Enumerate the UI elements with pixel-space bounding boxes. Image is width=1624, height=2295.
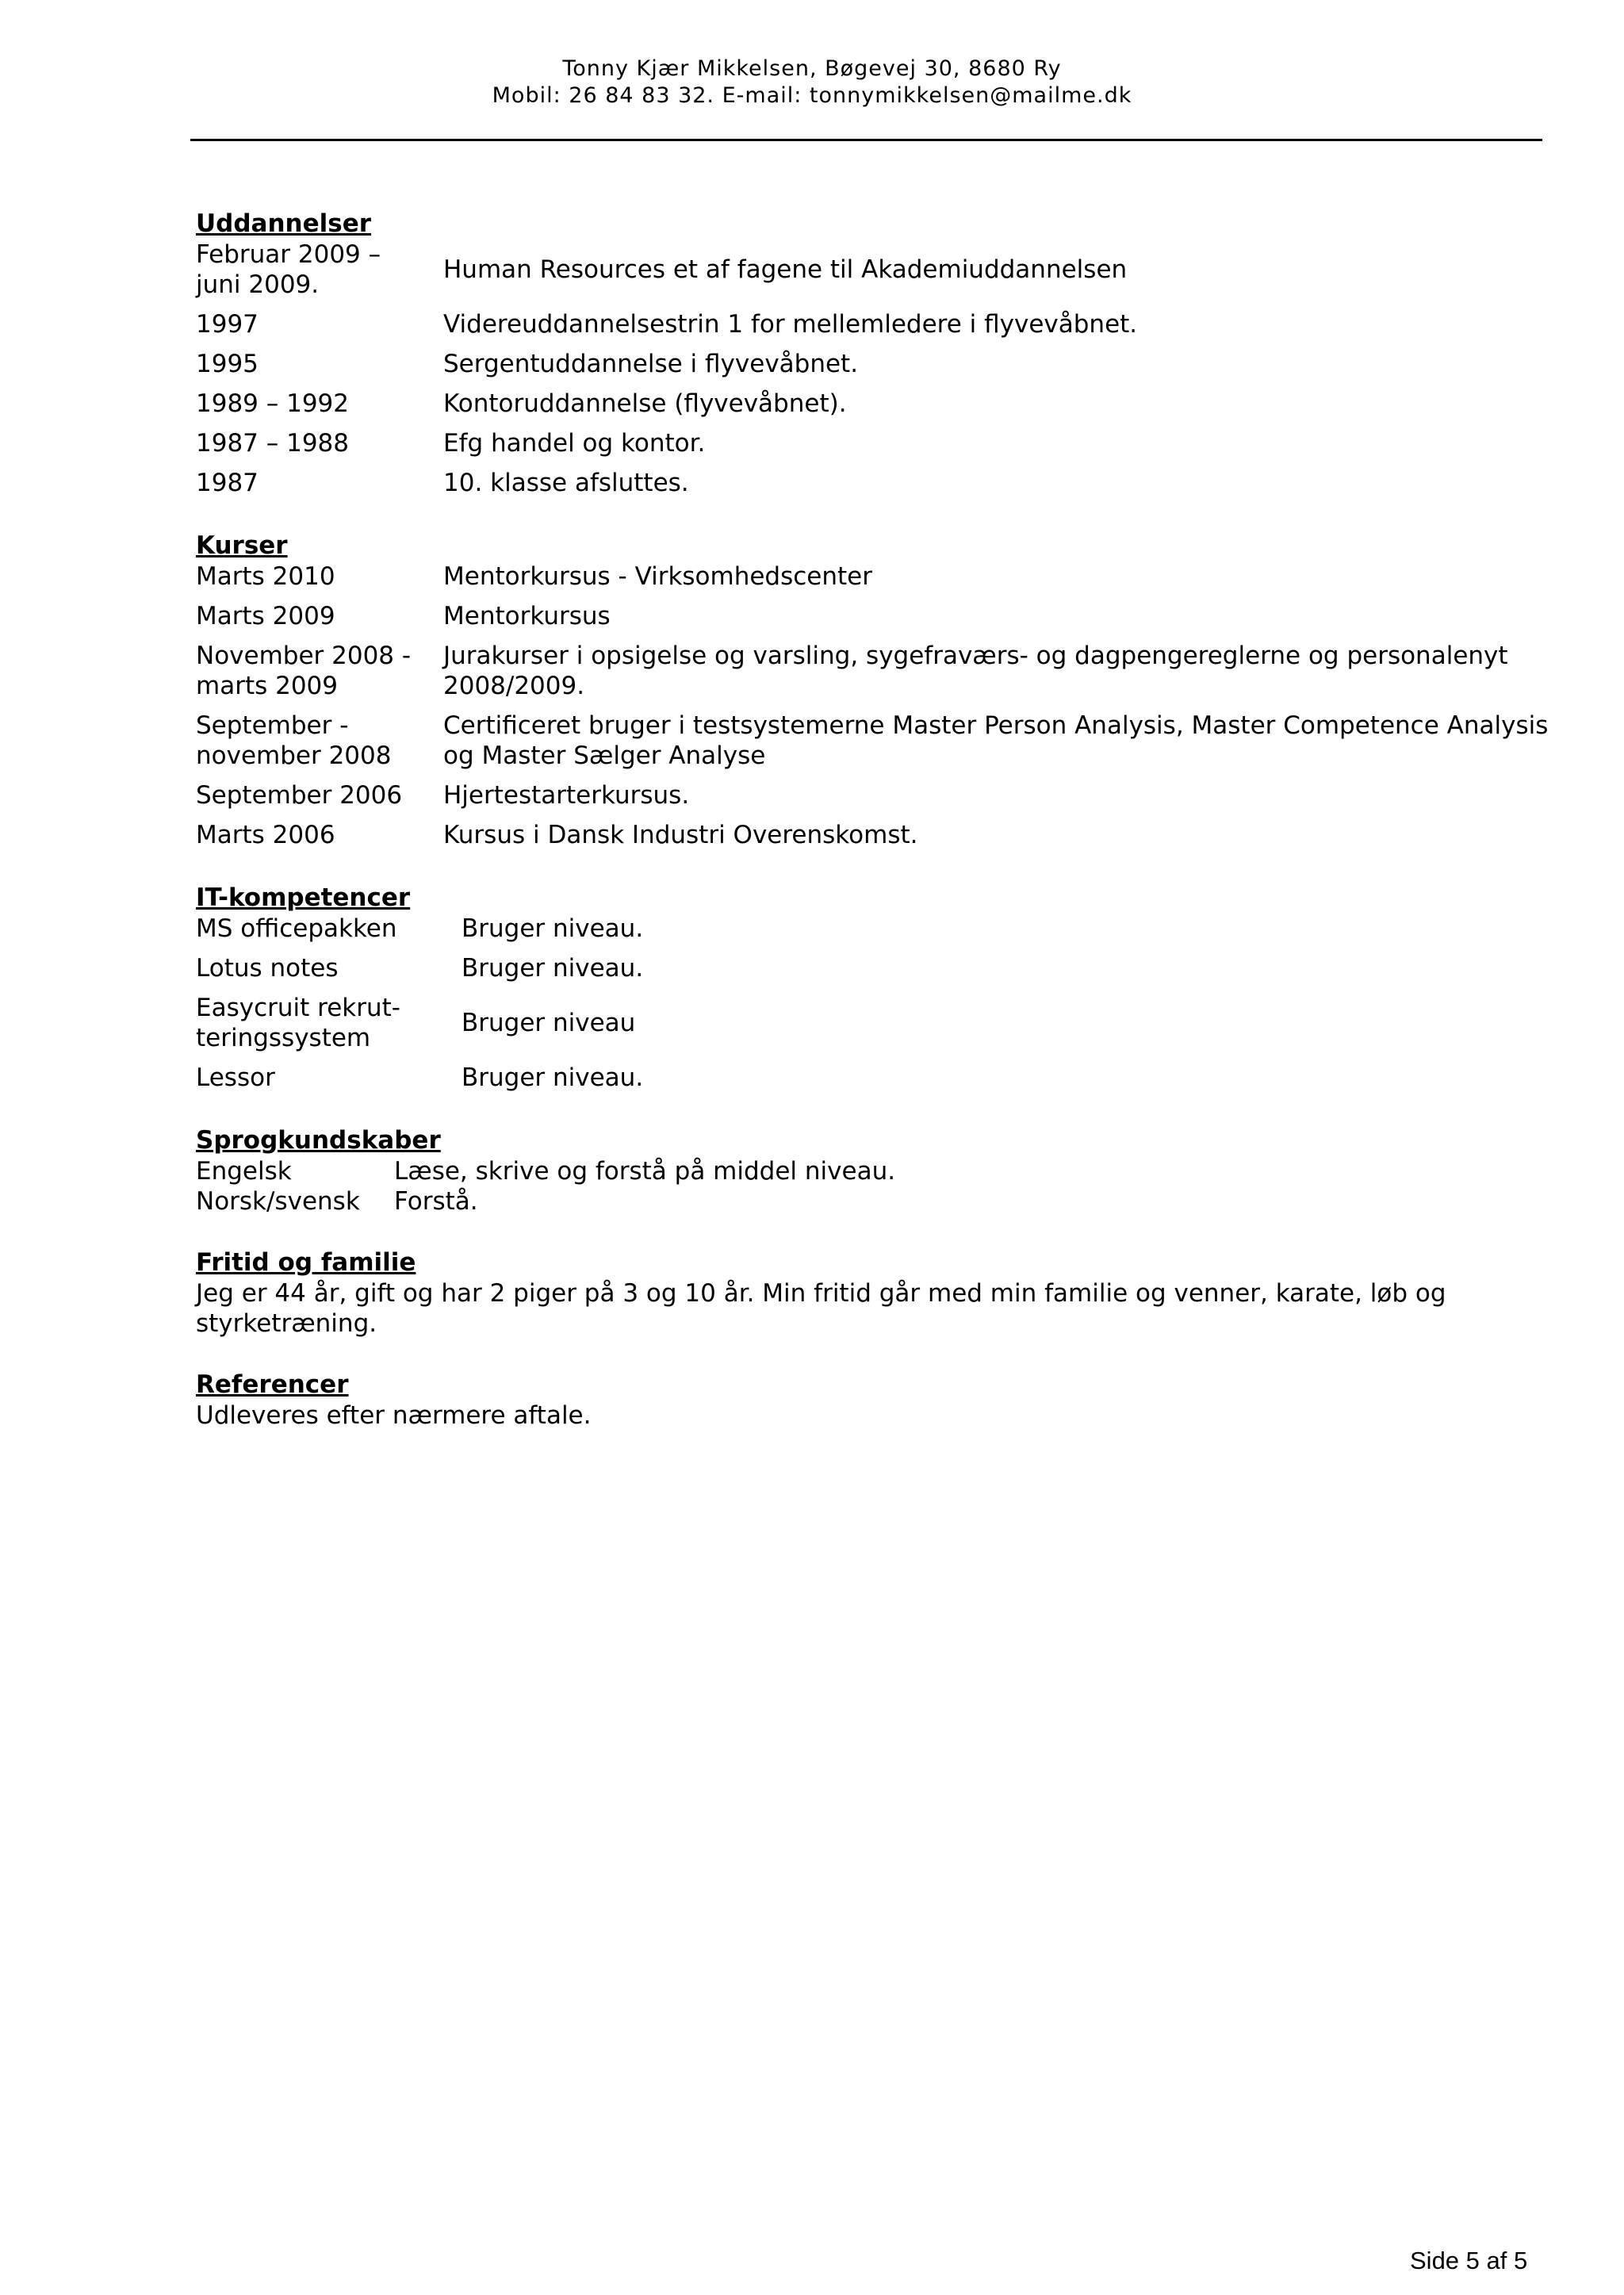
education-date: 1987 – 1988 xyxy=(196,429,349,458)
course-row xyxy=(196,780,1576,810)
it-row xyxy=(196,1063,1576,1093)
education-row xyxy=(196,428,1576,458)
it-level: Bruger niveau. xyxy=(462,954,644,983)
education-text: Human Resources et af fagene til Akademiuddannelsen xyxy=(443,255,1128,284)
it-skill: Lotus notes xyxy=(196,954,339,983)
course-date: Marts 2009 xyxy=(196,602,335,630)
section-title-education: Uddannelser xyxy=(196,209,372,238)
it-row xyxy=(196,914,1576,944)
it-skill: Easycruit rekrut-teringssystem xyxy=(196,994,400,1052)
education-row xyxy=(196,349,1576,379)
education-row xyxy=(196,389,1576,419)
section-title-languages: Sprogkundskaber xyxy=(196,1126,441,1155)
education-row xyxy=(196,239,1576,300)
cv-content xyxy=(196,208,1576,1431)
it-row xyxy=(196,953,1576,983)
header-divider xyxy=(190,139,1542,141)
education-date: 1987 xyxy=(196,469,259,497)
course-date: Marts 2006 xyxy=(196,821,335,849)
course-date: September - november 2008 xyxy=(196,711,392,770)
course-date: Marts 2010 xyxy=(196,562,335,591)
section-title-courses: Kurser xyxy=(196,531,288,560)
it-level: Bruger niveau. xyxy=(462,1063,644,1092)
education-date: 1989 – 1992 xyxy=(196,389,349,418)
section-title-it: IT-kompetencer xyxy=(196,883,411,912)
it-skill: Lessor xyxy=(196,1063,275,1092)
course-text: Kursus i Dansk Industri Overenskomst. xyxy=(443,821,918,849)
course-date: November 2008 - marts 2009 xyxy=(196,642,412,700)
it-row xyxy=(196,993,1576,1053)
course-row xyxy=(196,820,1576,850)
it-level: Bruger niveau xyxy=(462,1009,636,1037)
header-contact: Mobil: 26 84 83 32. E-mail: tonnymikkelsen@mailme.dk xyxy=(492,83,1132,108)
course-row xyxy=(196,641,1576,701)
section-title-references: Referencer xyxy=(196,1370,349,1399)
education-row xyxy=(196,309,1576,339)
education-text: 10. klasse afsluttes. xyxy=(443,469,689,497)
references-text: Udleveres efter nærmere aftale. xyxy=(196,1401,592,1430)
course-row xyxy=(196,561,1576,592)
page-number: Side 5 af 5 xyxy=(1410,2247,1528,2274)
section-education xyxy=(196,208,1576,498)
education-date: 1995 xyxy=(196,350,259,378)
section-it xyxy=(196,882,1576,1093)
education-text: Efg handel og kontor. xyxy=(443,429,706,458)
language-level: Forstå. xyxy=(394,1187,478,1216)
section-courses xyxy=(196,530,1576,850)
course-text: Certificeret bruger i testsystemerne Master Person Analysis, Master Competence Analysis og Master Sælger Analyse xyxy=(443,711,1549,770)
page-header xyxy=(0,56,1624,109)
course-date: September 2006 xyxy=(196,781,403,810)
section-title-leisure: Fritid og familie xyxy=(196,1248,416,1277)
language-row xyxy=(196,1156,1576,1186)
course-row xyxy=(196,711,1576,771)
section-leisure xyxy=(196,1247,1576,1339)
course-text: Mentorkursus - Virksomhedscenter xyxy=(443,562,873,591)
education-text: Kontoruddannelse (flyvevåbnet). xyxy=(443,389,847,418)
course-row xyxy=(196,601,1576,631)
it-skill: MS officepakken xyxy=(196,914,397,943)
education-date: 1997 xyxy=(196,310,259,339)
it-level: Bruger niveau. xyxy=(462,914,644,943)
education-date: Februar 2009 – juni 2009. xyxy=(196,240,381,299)
course-text: Jurakurser i opsigelse og varsling, sygefraværs- og dagpengereglerne og personalenyt 2008/2009. xyxy=(443,642,1508,700)
language-name: Norsk/svensk xyxy=(196,1187,360,1216)
education-row xyxy=(196,468,1576,498)
header-name-address: Tonny Kjær Mikkelsen, Bøgevej 30, 8680 Ry xyxy=(562,56,1062,81)
education-text: Videreuddannelsestrin 1 for mellemledere i flyvevåbnet. xyxy=(443,310,1138,339)
leisure-text: Jeg er 44 år, gift og har 2 piger på 3 og 10 år. Min fritid går med min familie og venner, karate, løb og styrketræning. xyxy=(196,1279,1446,1338)
language-row xyxy=(196,1186,1576,1216)
course-text: Hjertestarterkursus. xyxy=(443,781,690,810)
section-languages xyxy=(196,1125,1576,1216)
language-level: Læse, skrive og forstå på middel niveau. xyxy=(394,1157,896,1186)
education-text: Sergentuddannelse i flyvevåbnet. xyxy=(443,350,859,378)
course-text: Mentorkursus xyxy=(443,602,611,630)
language-name: Engelsk xyxy=(196,1157,292,1186)
section-references xyxy=(196,1369,1576,1431)
